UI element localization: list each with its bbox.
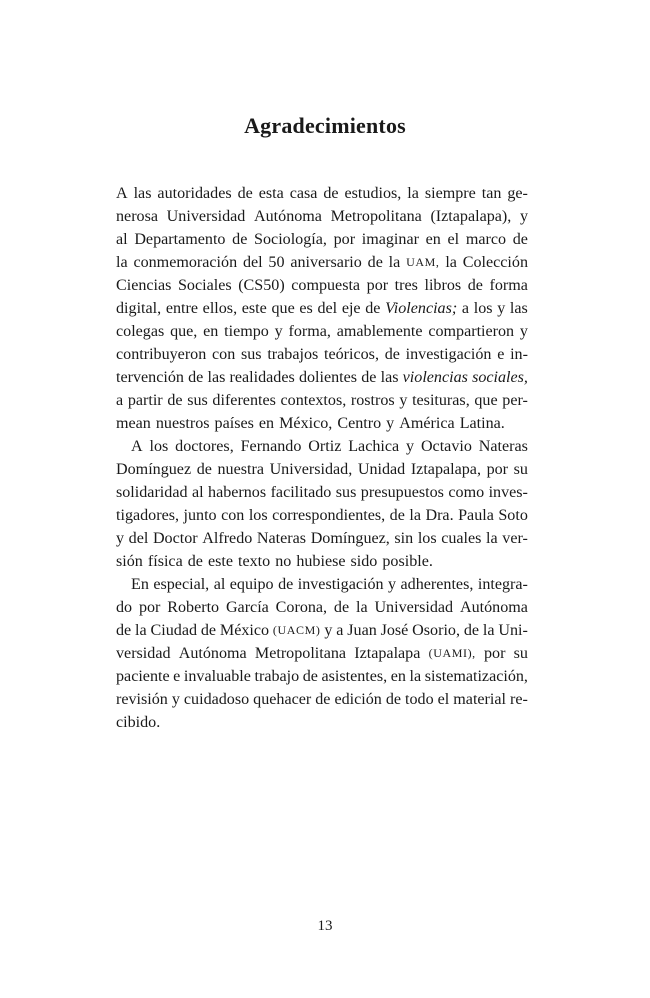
body-text — [116, 182, 528, 734]
text-line: solidaridad al habernos facilitado sus presupuestos como inves- — [116, 484, 528, 501]
text-line: versidad Autónoma Metropolitana Iztapalapa (UAMI), por su — [116, 645, 528, 662]
text-line: paciente e invaluable trabajo de asistentes, en la sistematización, — [116, 668, 528, 685]
text-line: revisión y cuidadoso quehacer de edición de todo el material re- — [116, 691, 528, 708]
text-line: de la Ciudad de México (UACM) y a Juan José Osorio, de la Uni- — [116, 622, 528, 639]
text-line: nerosa Universidad Autónoma Metropolitana (Iztapalapa), y — [116, 208, 528, 225]
text-line: Domínguez de nuestra Universidad, Unidad Iztapalapa, por su — [116, 461, 528, 478]
text-line: y del Doctor Alfredo Nateras Domínguez, sin los cuales la ver- — [116, 530, 528, 547]
text-line: digital, entre ellos, este que es del eje de Violencias; a los y las — [116, 300, 528, 317]
text-line: tigadores, junto con los correspondientes, de la Dra. Paula Soto — [116, 507, 528, 524]
text-line: En especial, al equipo de investigación y adherentes, integra- — [131, 576, 528, 593]
text-line: A los doctores, Fernando Ortiz Lachica y Octavio Nateras — [131, 438, 528, 455]
text-line: Ciencias Sociales (CS50) compuesta por tres libros de forma — [116, 277, 528, 294]
text-line: mean nuestros países en México, Centro y América Latina. — [116, 415, 505, 432]
page-number: 13 — [317, 918, 333, 934]
text-line: la conmemoración del 50 aniversario de la UAM, la Colección — [116, 254, 528, 271]
text-line: a partir de sus diferentes contextos, rostros y tesituras, que per- — [116, 392, 528, 409]
text-line: al Departamento de Sociología, por imaginar en el marco de — [116, 231, 528, 248]
text-line: colegas que, en tiempo y forma, amablemente compartieron y — [116, 323, 528, 340]
text-line: contribuyeron con sus trabajos teóricos, de investigación e in- — [116, 346, 528, 363]
text-line: tervención de las realidades dolientes de las violencias sociales, — [116, 369, 528, 386]
text-line: A las autoridades de esta casa de estudios, la siempre tan ge- — [116, 185, 528, 202]
text-line: do por Roberto García Corona, de la Universidad Autónoma — [116, 599, 528, 616]
page-title: Agradecimientos — [244, 113, 406, 138]
text-line: sión física de este texto no hubiese sido posible. — [116, 553, 433, 570]
text-line: cibido. — [116, 714, 161, 731]
